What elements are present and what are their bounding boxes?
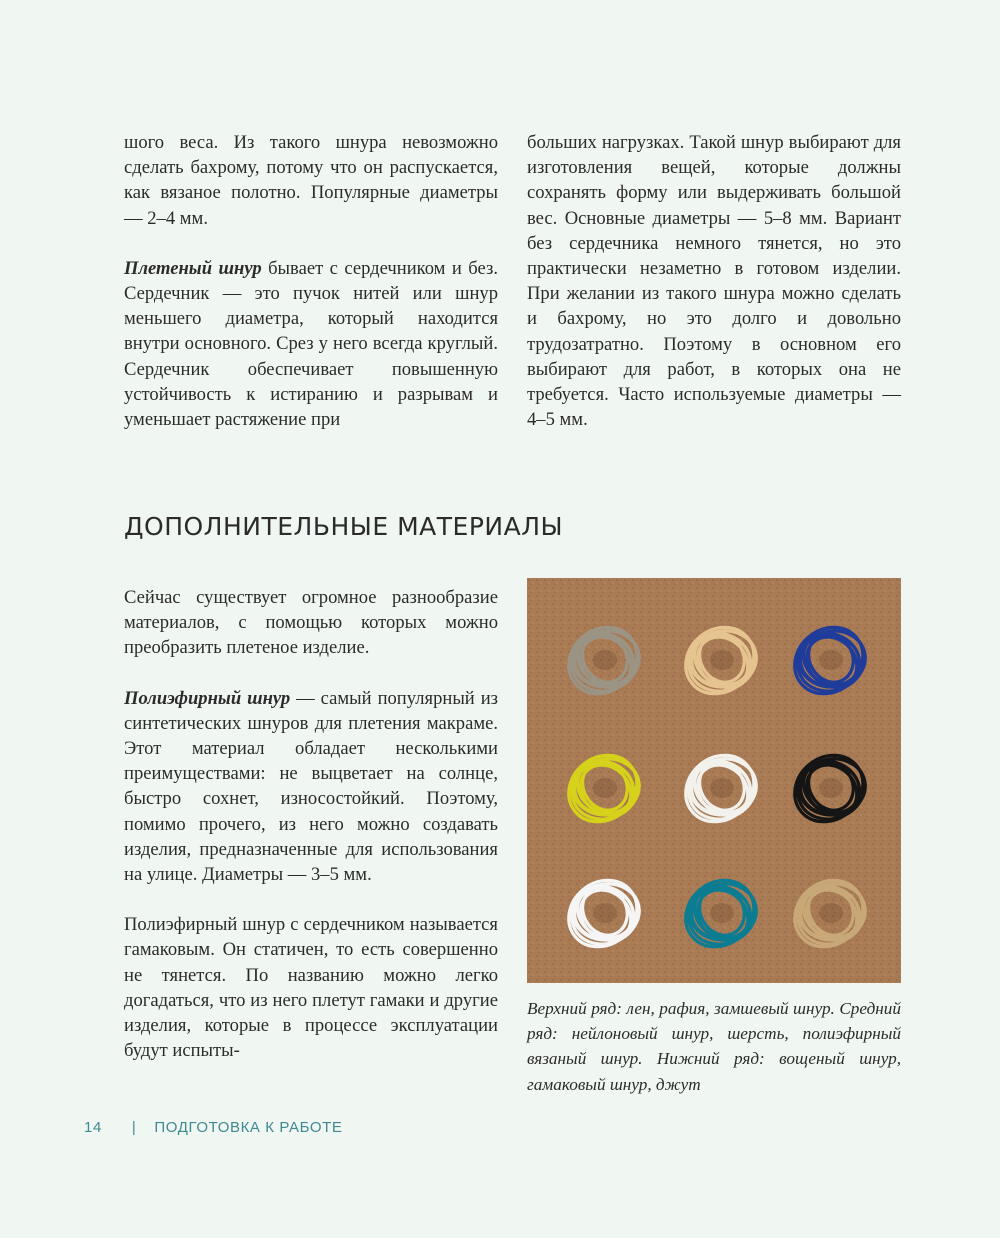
term-polyester-cord: Полиэфирный шнур — [124, 687, 291, 709]
top-left-column — [124, 130, 498, 432]
paragraph-text: — самый популярный из синтетических шнуров для плетения макраме. Этот материал обладает несколькими преимуществами: не выцветает на солнце, быстро сохнет, износостойкий. Поэтому, помимо прочего, из него можно создавать изделия, предназначенные для использования на улице. Диаметры — 3–5 мм. — [124, 687, 498, 886]
photo-caption: Верхний ряд: лен, рафия, замшевый шнур. Средний ряд: нейлоновый шнур, шерсть, полиэфирный вязаный шнур. Нижний ряд: вощеный шнур, гамаковый шнур, джут — [527, 999, 901, 1094]
paragraph: Сейчас существует огромное разнообразие материалов, с помощью которых можно преобразить плетеное изделие. — [124, 587, 498, 659]
paragraph: Полиэфирный шнур с сердечником называется гамаковым. Он статичен, то есть совершенно не тянется. По названию можно легко догадаться, что из него плетут гамаки и другие изделия, которые в процессе эксплуатации будут испыты- — [124, 914, 498, 1062]
page-footer — [84, 1119, 343, 1136]
paragraph-text: бывает с сердечником и без. Сердечник — это пучок нитей или шнур меньшего диаметра, который находится внутри основного. Срез у него всегда круглый. Сердечник обеспечивает повышенную устойчивость к истиранию и разрывам и уменьшает растяжение при — [124, 257, 498, 431]
top-right-column — [527, 130, 901, 432]
running-section-title: ПОДГОТОВКА К РАБОТЕ — [154, 1119, 343, 1136]
bottom-left-column — [124, 585, 498, 1063]
cords-photo-illustration — [527, 578, 901, 983]
paragraph — [124, 256, 498, 432]
paragraph: шого веса. Из такого шнура невозможно сделать бахрому, потому что он распускается, как вязаное полотно. Популярные диаметры — 2–4 мм. — [124, 132, 498, 229]
page-number: 14 — [84, 1119, 102, 1136]
paragraph — [124, 686, 498, 888]
cord-coils — [555, 614, 876, 961]
term-braided-cord: Плетеный шнур — [124, 257, 262, 279]
paragraph: больших нагрузках. Такой шнур выбирают для изготовления вещей, которые должны сохранять форму или выдерживать большой вес. Основные диаметры — 5–8 мм. Вариант без сердечника немного тянется, но это практически незаметно в готовом изделии. При желании из такого шнура можно сделать и бахрому, но это долго и довольно трудозатратно. Поэтому в основном его выбирают для работ, в которых она не требуется. Часто используемые диаметры — 4–5 мм. — [527, 132, 901, 431]
footer-separator: | — [131, 1119, 137, 1136]
cords-photo — [527, 578, 901, 983]
section-heading: ДОПОЛНИТЕЛЬНЫЕ МАТЕРИАЛЫ — [124, 512, 564, 541]
